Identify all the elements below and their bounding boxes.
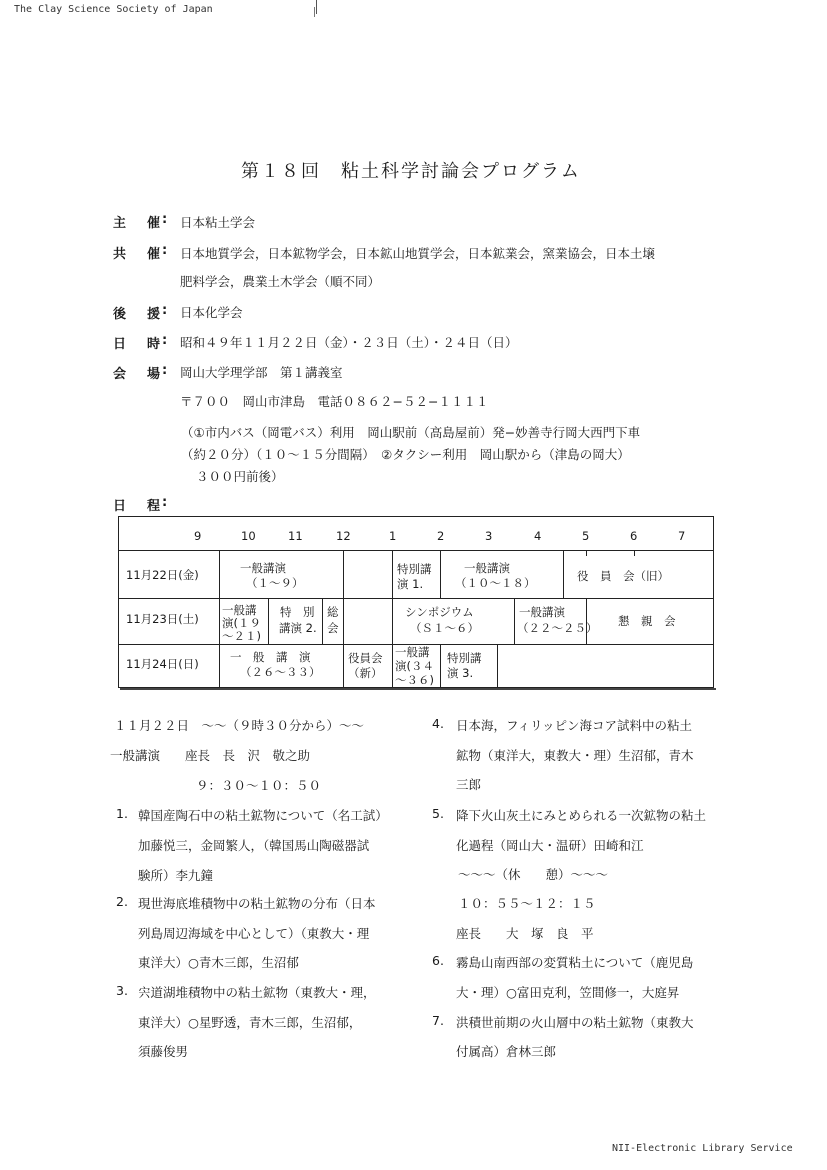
item-number: 7. (432, 1013, 444, 1028)
item-title: 韓国産陶石中の粘土鉱物について（名工試） (138, 808, 388, 823)
schedule-frame-shadow (120, 688, 716, 690)
hour-label: 10 (241, 529, 256, 543)
cell-divider (392, 550, 393, 598)
info-value-cosponsor-1: 日本地質学会，日本鉱物学会，日本鉱山地質学会，日本鉱業会，窯業協会，日本土壌 (180, 246, 656, 261)
info-label-support: 後 援 (113, 307, 165, 322)
session-time: ９：３０〜１０：５０ (196, 778, 322, 793)
session-heading: １１月２２日 〜〜（９時３０分から）〜〜 (114, 718, 365, 733)
cell-divider (392, 644, 393, 688)
schedule-cell-line: 懇 親 会 (618, 614, 676, 628)
item-authors: 東洋大）○星野透，青木三郎，生沼郁， (138, 1015, 362, 1030)
item-authors: 東洋大）○青木三郎，生沼郁 (138, 955, 299, 970)
info-value-access-3: ３００円前後） (196, 469, 284, 484)
cell-divider (343, 644, 344, 688)
info-label-cosponsor: 共 催 (113, 247, 165, 262)
schedule-cell-line: 一般講演 (464, 561, 510, 575)
colon: : (162, 363, 168, 378)
schedule-cell-line: 一般講 (222, 603, 257, 617)
schedule-cell-line: 一般講 (395, 645, 430, 659)
hour-label: 12 (336, 529, 351, 543)
colon: : (162, 333, 168, 348)
info-label-date: 日 時 (113, 337, 165, 352)
item-authors: 三郎 (456, 777, 482, 792)
schedule-cell-line: 会 (327, 621, 339, 635)
schedule-cell-line: 特別講 (397, 562, 432, 576)
info-value-support: 日本化学会 (180, 305, 243, 320)
schedule-date: 11月24日(日) (126, 657, 199, 671)
hour-label: 6 (630, 529, 638, 543)
schedule-cell-line: 総 (327, 605, 339, 619)
schedule-cell-line: 演(１９ (222, 616, 261, 630)
hour-label: 2 (437, 529, 445, 543)
cell-divider (219, 598, 220, 644)
cell-divider (563, 550, 564, 598)
item-title: 列島周辺海域を中心として）（東教大・理 (138, 926, 370, 941)
row-divider (118, 550, 714, 551)
row-divider (118, 598, 714, 599)
item-number: 3. (116, 983, 128, 998)
header-divider (316, 0, 317, 14)
society-header: The Clay Science Society of Japan (14, 4, 213, 15)
schedule-cell-line: 特別講 (447, 651, 482, 665)
hour-label: 9 (194, 529, 202, 543)
item-number: 1. (116, 806, 128, 821)
colon: : (162, 212, 168, 227)
cell-divider (440, 644, 441, 688)
schedule-cell-line: 演 3. (447, 666, 474, 680)
session-chair: 座長 大 塚 良 平 (456, 926, 594, 941)
schedule-cell-line: 特 別 (280, 605, 315, 619)
hour-label: 11 (288, 529, 303, 543)
schedule-cell-line: 講演 2. (279, 621, 317, 635)
item-title: 降下火山灰土にみとめられる一次鉱物の粘土 (456, 808, 707, 823)
schedule-cell-line: 〜２１) (222, 629, 261, 643)
schedule-cell-line: 役 員 会（旧） (577, 569, 669, 583)
info-label-organizer: 主 催 (113, 216, 165, 231)
schedule-cell-line: 一般講演 (519, 605, 565, 619)
item-authors: 鉱物（東洋大，東教大・理）生沼郁，青木 (456, 748, 694, 763)
item-number: 6. (432, 953, 444, 968)
info-value-date: 昭和４９年１１月２２日（金）・２３日（土）・２４日（日） (180, 335, 518, 350)
schedule-cell-line: 演(３４ (395, 659, 434, 673)
header-mark (314, 7, 315, 17)
schedule-cell-line: シンポジウム (405, 605, 474, 619)
schedule-date: 11月22日(金) (126, 568, 199, 582)
schedule-cell-line: 〜３６) (395, 673, 434, 687)
info-value-access-2: （約２０分）（１０〜１５分間隔） ②タクシー利用 岡山駅から（津島の岡大） (181, 447, 630, 462)
hour-label: 4 (534, 529, 542, 543)
item-authors: 須藤俊男 (138, 1044, 189, 1059)
info-value-address: 〒７００ 岡山市津島 電話０８６２−５２−１１１１ (180, 394, 489, 409)
cell-divider (440, 550, 441, 598)
info-value-organizer: 日本粘土学会 (180, 215, 256, 230)
item-title: 現世海底堆積物中の粘土鉱物の分布（日本 (138, 896, 376, 911)
schedule-cell-line: 一般講演 (240, 561, 286, 575)
cell-divider (343, 550, 344, 598)
item-title: 洪積世前期の火山層中の粘土鉱物（東教大 (456, 1015, 694, 1030)
colon: : (162, 495, 168, 510)
break-notice: 〜〜〜（休 憩）〜〜〜 (458, 867, 609, 882)
info-value-access-1: （①市内バス（岡電バス）利用 岡山駅前（高島屋前）発−妙善寺行岡大西門下車 (181, 425, 641, 440)
hour-label: 5 (582, 529, 590, 543)
schedule-cell-line: （２６〜３３） (240, 665, 321, 679)
cell-divider (322, 598, 323, 644)
schedule-label: 日 程 (113, 499, 165, 514)
schedule-cell-line: 役員会 (348, 651, 383, 665)
schedule-cell-line: （１〜９） (246, 576, 304, 590)
session-time: １０：５５〜１２：１５ (458, 896, 596, 911)
info-label-venue: 会 場 (113, 367, 165, 382)
cell-divider (219, 644, 220, 688)
item-number: 4. (432, 716, 444, 731)
page-title: 第１８回 粘土科学討論会プログラム (241, 161, 581, 182)
colon: : (162, 243, 168, 258)
item-title: 宍道湖堆積物中の粘土鉱物（東教大・理， (138, 985, 376, 1000)
item-title: 日本海，フィリッピン海コア試料中の粘土 (456, 718, 693, 733)
schedule-cell-line: 演 1. (397, 577, 424, 591)
schedule-date: 11月23日(土) (126, 612, 199, 626)
item-authors: 大・理）○富田克利，笠間修一，大庭昇 (456, 985, 680, 1000)
schedule-cell-line: （１０〜１８） (455, 576, 536, 590)
hour-tick (586, 550, 587, 556)
colon: : (162, 303, 168, 318)
cell-divider (497, 644, 498, 688)
item-number: 5. (432, 806, 444, 821)
schedule-cell-line: 一 般 講 演 (230, 650, 311, 664)
cell-divider (268, 598, 269, 644)
item-authors: 化過程（岡山大・温研）田崎和江 (456, 838, 644, 853)
session-chair: 一般講演 座長 長 沢 敬之助 (110, 748, 311, 763)
item-authors: 加藤悦三，金岡繁人，（韓国馬山陶磁器試 (138, 838, 370, 853)
cell-divider (219, 550, 220, 598)
hour-label: 3 (485, 529, 493, 543)
hour-label: 7 (678, 529, 686, 543)
info-value-cosponsor-2: 肥料学会，農業土木学会（順不同） (180, 274, 381, 289)
schedule-cell-line: （２２〜２５） (517, 621, 598, 635)
item-title: 霧島山南西部の変質粘土について（鹿児島 (456, 955, 694, 970)
schedule-cell-line: （新） (348, 666, 383, 680)
cell-divider (514, 598, 515, 644)
footer-service: NII-Electronic Library Service (612, 1143, 793, 1154)
cell-divider (343, 598, 344, 644)
item-number: 2. (116, 894, 128, 909)
cell-divider (392, 598, 393, 644)
hour-label: 1 (389, 529, 397, 543)
item-authors: 験所）李九鐘 (138, 868, 214, 883)
info-value-venue: 岡山大学理学部 第１講義室 (180, 365, 343, 380)
hour-tick (634, 550, 635, 556)
item-authors: 付属高）倉林三郎 (456, 1044, 557, 1059)
schedule-cell-line: （Ｓ１〜６） (410, 621, 479, 635)
